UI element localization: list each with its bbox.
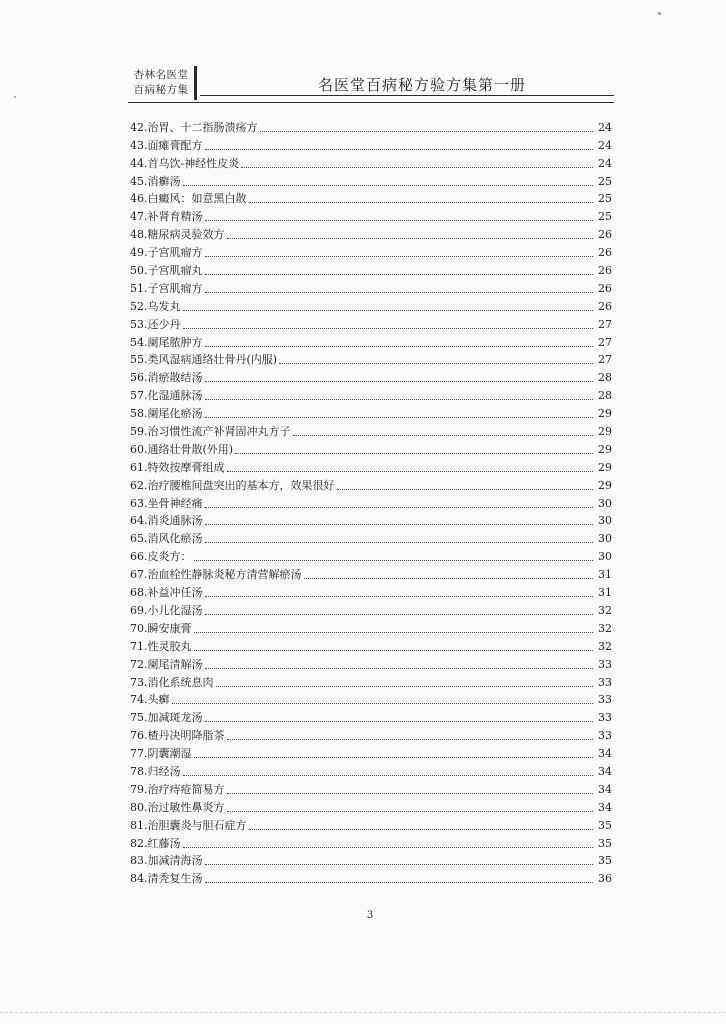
toc-entry[interactable] xyxy=(130,779,612,797)
toc-entry[interactable] xyxy=(130,224,612,242)
toc-entry-title: 53.还少丹 xyxy=(130,317,181,331)
toc-entry-title: 64.消炎通脉汤 xyxy=(130,514,203,528)
toc-leader-dots xyxy=(249,828,594,830)
toc-leader-dots xyxy=(227,810,594,812)
toc-entry-page: 34 xyxy=(598,747,612,761)
toc-entry-title: 51.子宫肌瘤方 xyxy=(130,281,203,295)
toc-entry[interactable] xyxy=(130,868,612,886)
toc-entry-title: 75.加减斑龙汤 xyxy=(130,711,203,725)
brand-block xyxy=(128,68,194,98)
toc-leader-dots xyxy=(227,792,594,794)
toc-entry-page: 29 xyxy=(598,407,612,421)
toc-entry-title: 45.消癣汤 xyxy=(130,174,181,188)
toc-entry-page: 26 xyxy=(598,228,612,242)
toc-entry[interactable] xyxy=(130,457,612,475)
toc-entry-title: 61.特效按摩膏组成 xyxy=(130,460,225,474)
toc-entry[interactable] xyxy=(130,833,612,851)
toc-entry-page: 32 xyxy=(598,603,612,617)
table-of-contents xyxy=(130,117,612,886)
toc-leader-dots xyxy=(183,184,594,186)
toc-leader-dots xyxy=(183,309,594,311)
toc-leader-dots xyxy=(183,327,594,329)
toc-leader-dots xyxy=(205,667,594,669)
toc-leader-dots xyxy=(227,237,594,239)
toc-entry[interactable] xyxy=(130,511,612,529)
toc-entry-page: 31 xyxy=(598,568,612,582)
toc-entry-page: 33 xyxy=(598,693,612,707)
toc-entry[interactable] xyxy=(130,618,612,636)
toc-entry-title: 59.治习惯性流产补肾固冲丸方子 xyxy=(130,425,291,439)
toc-entry[interactable] xyxy=(130,153,612,171)
toc-leader-dots xyxy=(194,631,594,633)
brand-divider xyxy=(194,66,197,100)
toc-leader-dots xyxy=(241,166,593,168)
toc-entry[interactable] xyxy=(130,296,612,314)
toc-entry-page: 29 xyxy=(598,442,612,456)
toc-entry-title: 74.头癣 xyxy=(130,693,170,707)
toc-entry-title: 67.治血栓性静脉炎秘方清营解瘀汤 xyxy=(130,568,302,582)
toc-leader-dots xyxy=(183,846,594,848)
toc-entry-title: 70.瞬安康膏 xyxy=(130,621,192,635)
toc-entry[interactable] xyxy=(130,564,612,582)
toc-entry[interactable] xyxy=(130,332,612,350)
toc-entry-page: 33 xyxy=(598,675,612,689)
toc-entry-title: 47.补肾育精汤 xyxy=(130,210,203,224)
toc-entry-page: 35 xyxy=(598,854,612,868)
toc-entry-page: 24 xyxy=(598,138,612,152)
toc-entry-title: 82.红藤汤 xyxy=(130,836,181,850)
toc-entry-title: 46.白癜风：如意黑白散 xyxy=(130,192,247,206)
toc-entry[interactable] xyxy=(130,278,612,296)
toc-entry[interactable] xyxy=(130,206,612,224)
toc-entry-title: 60.通络壮骨散(外用) xyxy=(130,442,234,456)
toc-entry-title: 81.治胆囊炎与胆石症方 xyxy=(130,818,247,832)
toc-entry-page: 35 xyxy=(598,836,612,850)
toc-leader-dots xyxy=(205,148,594,150)
toc-entry-page: 27 xyxy=(598,353,612,367)
toc-entry-page: 34 xyxy=(598,764,612,778)
toc-entry-page: 29 xyxy=(598,425,612,439)
page-number: 3 xyxy=(366,910,374,921)
toc-entry[interactable] xyxy=(130,314,612,332)
toc-entry-page: 24 xyxy=(598,156,612,170)
brand-line-1: 杏林名医堂 xyxy=(133,69,189,81)
running-header xyxy=(128,64,614,104)
toc-entry-page: 25 xyxy=(598,210,612,224)
toc-entry-page: 29 xyxy=(598,478,612,492)
toc-entry-page: 34 xyxy=(598,782,612,796)
toc-leader-dots xyxy=(194,649,594,651)
toc-entry-page: 33 xyxy=(598,711,612,725)
toc-entry[interactable] xyxy=(130,672,612,690)
toc-leader-dots xyxy=(205,398,594,400)
toc-entry-title: 69.小儿化湿汤 xyxy=(130,603,203,617)
toc-entry[interactable] xyxy=(130,421,612,439)
toc-leader-dots xyxy=(183,774,594,776)
toc-entry[interactable] xyxy=(130,546,612,564)
toc-entry[interactable] xyxy=(130,761,612,779)
toc-entry-title: 56.消瘀散结汤 xyxy=(130,371,203,385)
toc-entry[interactable] xyxy=(130,797,612,815)
toc-leader-dots xyxy=(205,255,594,257)
toc-entry-title: 72.阑尾清解汤 xyxy=(130,657,203,671)
toc-entry-page: 27 xyxy=(598,335,612,349)
toc-entry[interactable] xyxy=(130,350,612,368)
scan-speck xyxy=(14,96,16,98)
toc-entry-page: 33 xyxy=(598,729,612,743)
toc-entry-page: 26 xyxy=(598,281,612,295)
toc-entry-title: 63.坐骨神经痛 xyxy=(130,496,203,510)
toc-entry-page: 28 xyxy=(598,371,612,385)
toc-entry-title: 65.消风化瘀汤 xyxy=(130,532,203,546)
header-rule-bottom xyxy=(128,102,614,103)
toc-leader-dots xyxy=(216,685,594,687)
toc-entry[interactable] xyxy=(130,493,612,511)
toc-leader-dots xyxy=(205,273,594,275)
toc-leader-dots xyxy=(205,720,594,722)
toc-leader-dots xyxy=(205,416,594,418)
toc-entry[interactable] xyxy=(130,242,612,260)
toc-entry-title: 54.阑尾脓肿方 xyxy=(130,335,203,349)
toc-entry[interactable] xyxy=(130,135,612,153)
header-rule xyxy=(200,95,614,96)
toc-entry-page: 26 xyxy=(598,246,612,260)
toc-entry-page: 35 xyxy=(598,818,612,832)
toc-entry-page: 34 xyxy=(598,800,612,814)
toc-leader-dots xyxy=(279,362,593,364)
toc-entry-page: 30 xyxy=(598,496,612,510)
toc-entry-title: 77.阴囊潮湿 xyxy=(130,747,192,761)
toc-leader-dots xyxy=(227,738,594,740)
toc-entry-title: 52.乌发丸 xyxy=(130,299,181,313)
toc-entry[interactable] xyxy=(130,260,612,278)
toc-leader-dots xyxy=(205,613,594,615)
toc-entry-title: 58.阑尾化瘀汤 xyxy=(130,407,203,421)
toc-entry-page: 25 xyxy=(598,192,612,206)
toc-leader-dots xyxy=(205,380,594,382)
toc-entry-page: 26 xyxy=(598,264,612,278)
toc-entry-title: 62.治疗腰椎间盘突出的基本方，效果很好 xyxy=(130,478,335,492)
toc-leader-dots xyxy=(205,541,594,543)
toc-entry[interactable] xyxy=(130,117,612,135)
toc-entry-title: 44.首乌饮-神经性皮炎 xyxy=(130,156,240,170)
toc-entry[interactable] xyxy=(130,403,612,421)
toc-entry-page: 28 xyxy=(598,389,612,403)
toc-leader-dots xyxy=(205,291,594,293)
toc-entry-title: 66.皮炎方： xyxy=(130,550,192,564)
toc-entry-title: 76.楂丹决明降脂茶 xyxy=(130,729,225,743)
toc-leader-dots xyxy=(205,523,594,525)
toc-entry[interactable] xyxy=(130,690,612,708)
toc-leader-dots xyxy=(205,595,594,597)
toc-leader-dots xyxy=(293,434,594,436)
toc-leader-dots xyxy=(194,559,594,561)
toc-leader-dots xyxy=(260,130,594,132)
toc-leader-dots xyxy=(337,488,594,490)
toc-entry-page: 36 xyxy=(598,872,612,886)
toc-entry-title: 48.糖尿病灵验效方 xyxy=(130,228,225,242)
toc-leader-dots xyxy=(304,577,594,579)
toc-entry-page: 30 xyxy=(598,514,612,528)
toc-entry-title: 55.类风湿病通络壮骨丹(内服) xyxy=(130,353,278,367)
toc-entry-page: 33 xyxy=(598,657,612,671)
toc-entry[interactable] xyxy=(130,815,612,833)
toc-entry[interactable] xyxy=(130,743,612,761)
toc-entry-title: 78.归经汤 xyxy=(130,764,181,778)
toc-entry-title: 68.补益冲任汤 xyxy=(130,586,203,600)
book-title: 名医堂百病秘方验方集第一册 xyxy=(318,76,527,94)
toc-leader-dots xyxy=(227,470,594,472)
toc-entry-page: 30 xyxy=(598,532,612,546)
scan-edge xyxy=(0,1012,726,1014)
toc-entry-title: 42.治胃、十二指肠溃疡方 xyxy=(130,120,258,134)
toc-entry[interactable] xyxy=(130,654,612,672)
toc-entry-title: 43.面瘫膏配方 xyxy=(130,138,203,152)
toc-leader-dots xyxy=(235,452,593,454)
toc-leader-dots xyxy=(205,863,594,865)
toc-leader-dots xyxy=(249,201,594,203)
toc-entry-page: 26 xyxy=(598,299,612,313)
toc-entry-page: 29 xyxy=(598,460,612,474)
toc-entry[interactable] xyxy=(130,725,612,743)
toc-leader-dots xyxy=(194,756,594,758)
toc-entry-page: 24 xyxy=(598,120,612,134)
toc-entry[interactable] xyxy=(130,475,612,493)
toc-entry-page: 32 xyxy=(598,639,612,653)
toc-entry-title: 50.子宫肌瘤丸 xyxy=(130,264,203,278)
toc-leader-dots xyxy=(205,345,594,347)
toc-entry[interactable] xyxy=(130,439,612,457)
scan-speck xyxy=(658,12,661,15)
toc-entry[interactable] xyxy=(130,367,612,385)
toc-entry[interactable] xyxy=(130,600,612,618)
toc-entry-title: 79.治疗痔疮简易方 xyxy=(130,782,225,796)
toc-entry-title: 57.化湿通脉汤 xyxy=(130,389,203,403)
toc-entry[interactable] xyxy=(130,851,612,869)
toc-entry-title: 83.加减清海汤 xyxy=(130,854,203,868)
toc-entry[interactable] xyxy=(130,189,612,207)
toc-leader-dots xyxy=(172,702,594,704)
brand-line-2: 百病秘方集 xyxy=(133,84,189,96)
toc-entry[interactable] xyxy=(130,171,612,189)
toc-entry-page: 32 xyxy=(598,621,612,635)
toc-entry-page: 27 xyxy=(598,317,612,331)
toc-entry-title: 84.清秃复生汤 xyxy=(130,872,203,886)
toc-entry-page: 30 xyxy=(598,550,612,564)
toc-entry-page: 31 xyxy=(598,586,612,600)
toc-entry-title: 49.子宫肌瘤方 xyxy=(130,246,203,260)
toc-entry-page: 25 xyxy=(598,174,612,188)
toc-entry-title: 80.治过敏性鼻炎方 xyxy=(130,800,225,814)
toc-entry[interactable] xyxy=(130,582,612,600)
toc-entry[interactable] xyxy=(130,707,612,725)
toc-entry[interactable] xyxy=(130,528,612,546)
toc-leader-dots xyxy=(205,219,594,221)
toc-leader-dots xyxy=(205,506,594,508)
toc-entry-title: 71.性灵胶丸 xyxy=(130,639,192,653)
toc-leader-dots xyxy=(205,881,594,883)
toc-entry-title: 73.消化系统息肉 xyxy=(130,675,214,689)
toc-entry[interactable] xyxy=(130,636,612,654)
toc-entry[interactable] xyxy=(130,385,612,403)
